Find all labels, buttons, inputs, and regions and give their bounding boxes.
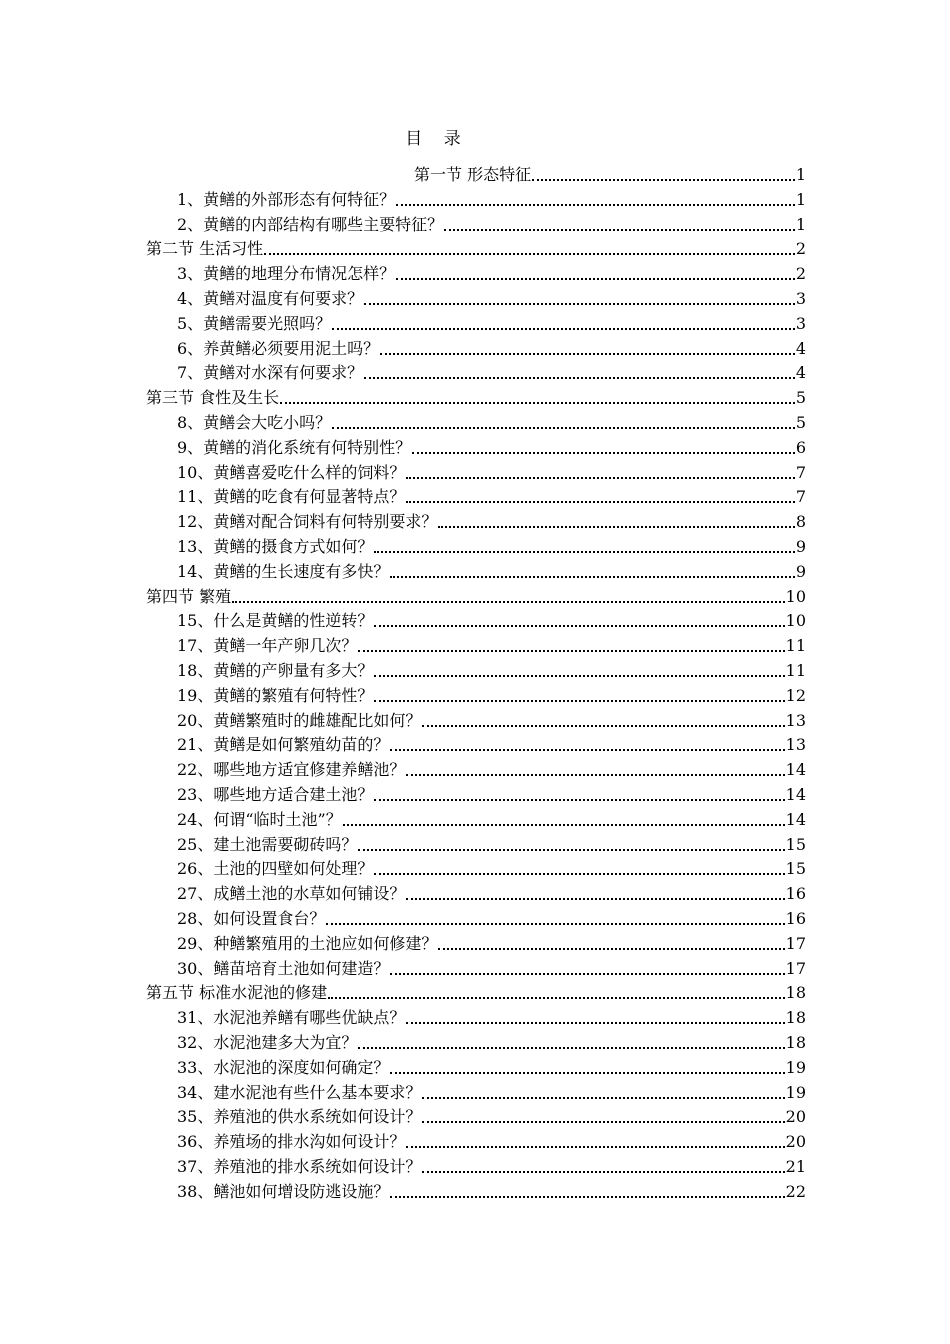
toc-entry-label: 6、养黄鳝必须要用泥土吗？ [177, 338, 380, 358]
toc-page-number: 17 [785, 958, 806, 978]
toc-page-number: 8 [795, 512, 806, 532]
toc-dot-leader [332, 427, 795, 429]
toc-dot-leader [444, 229, 795, 231]
toc-page-number: 18 [785, 1033, 806, 1052]
toc-section-heading[interactable] [146, 234, 806, 259]
toc-dot-leader [343, 824, 785, 826]
toc-dot-leader [438, 526, 794, 528]
toc-dot-leader [406, 898, 784, 900]
toc-page-number: 9 [795, 561, 806, 581]
toc-entry-label: 33、水泥池的深度如何确定？ [177, 1057, 390, 1077]
toc-entry-label: 14、黄鳝的生长速度有多快？ [177, 561, 390, 581]
toc-dot-leader [358, 650, 784, 652]
toc-page-number: 12 [785, 685, 806, 705]
toc-dot-leader [264, 253, 795, 255]
toc-dot-leader [364, 303, 795, 305]
toc-entry[interactable] [177, 830, 806, 855]
toc-entry-label: 9、黄鳝的消化系统有何特别性？ [177, 437, 412, 457]
toc-dot-leader [326, 923, 784, 925]
toc-page-number: 14 [785, 760, 806, 780]
toc-entry-label: 32、水泥池建多大为宜？ [177, 1033, 358, 1052]
toc-entry-label: 38、鳝池如何增设防逃设施？ [177, 1181, 390, 1201]
toc-page-number: 19 [785, 1082, 806, 1102]
toc-section-heading[interactable] [146, 383, 806, 408]
toc-dot-leader [390, 1196, 784, 1198]
toc-dot-leader [396, 278, 795, 280]
toc-entry-label: 22、哪些地方适宜修建养鳝池？ [177, 760, 406, 780]
toc-entry[interactable] [177, 1127, 806, 1152]
toc-page-number: 15 [785, 859, 806, 879]
toc-entry[interactable] [177, 730, 806, 755]
toc-entry[interactable] [177, 1028, 806, 1053]
toc-page-number: 7 [795, 487, 806, 507]
toc-entry[interactable] [177, 358, 806, 383]
toc-entry-label: 36、养殖场的排水沟如何设计？ [177, 1132, 406, 1152]
toc-section-heading[interactable] [146, 582, 806, 607]
toc-entry-label: 第一节 形态特征 [414, 165, 532, 184]
toc-entry[interactable] [177, 408, 806, 433]
toc-page-number: 16 [785, 909, 806, 928]
toc-page-number: 19 [785, 1057, 806, 1077]
toc-entry-label: 23、哪些地方适合建土池？ [177, 785, 374, 804]
toc-page-number: 15 [785, 834, 806, 854]
toc-entry-label: 13、黄鳝的摄食方式如何？ [177, 537, 374, 556]
toc-dot-leader [422, 1171, 784, 1173]
toc-dot-leader [358, 1047, 784, 1049]
toc-entry[interactable] [177, 532, 806, 557]
toc-entry-label: 7、黄鳝对水深有何要求？ [177, 363, 364, 383]
toc-entry-label: 21、黄鳝是如何繁殖幼苗的？ [177, 735, 390, 755]
toc-entry[interactable] [177, 1152, 806, 1177]
toc-entry-label: 8、黄鳝会大吃小吗？ [177, 413, 332, 432]
toc-entry[interactable] [177, 482, 806, 507]
toc-entry-label: 第五节 标准水泥池的修建 [146, 983, 328, 1003]
toc-entry[interactable] [177, 1078, 806, 1103]
toc-entry-label: 24、何谓“临时土池”？ [177, 809, 342, 829]
toc-entry[interactable] [177, 309, 806, 334]
toc-entry[interactable] [177, 954, 806, 979]
toc-entry-label: 28、如何设置食台？ [177, 909, 326, 928]
toc-page-number: 21 [785, 1157, 806, 1176]
toc-entry-label: 37、养殖池的排水系统如何设计？ [177, 1157, 422, 1176]
toc-entry-label: 10、黄鳝喜爱吃什么样的饲料？ [177, 462, 406, 482]
toc-dot-leader [422, 1097, 784, 1099]
toc-entry-label: 12、黄鳝对配合饲料有何特别要求？ [177, 512, 438, 532]
toc-section-heading[interactable] [414, 160, 806, 185]
toc-page-number: 14 [785, 785, 806, 804]
toc-entry-label: 17、黄鳝一年产卵几次？ [177, 636, 358, 656]
toc-dot-leader [364, 377, 795, 379]
toc-entry[interactable] [177, 433, 806, 458]
toc-entry[interactable] [177, 185, 806, 210]
toc-entry[interactable] [177, 681, 806, 706]
toc-entry-label: 27、成鳝土池的水草如何铺设？ [177, 884, 406, 904]
toc-entry[interactable] [177, 656, 806, 681]
toc-dot-leader [390, 749, 784, 751]
toc-dot-leader [532, 179, 795, 181]
toc-dot-leader [396, 204, 795, 206]
toc-dot-leader [332, 328, 795, 330]
toc-dot-leader [390, 1072, 784, 1074]
toc-dot-leader [438, 948, 784, 950]
toc-entry[interactable] [177, 1177, 806, 1202]
toc-dot-leader [406, 1146, 784, 1148]
toc-entry[interactable] [177, 904, 806, 929]
toc-dot-leader [374, 675, 784, 677]
toc-dot-leader [374, 551, 794, 553]
toc-entry-label: 31、水泥池养鳝有哪些优缺点？ [177, 1008, 406, 1028]
toc-page-number: 14 [785, 809, 806, 829]
toc-entry[interactable] [177, 210, 806, 235]
toc-page-number: 20 [785, 1107, 806, 1127]
toc-entry-label: 第四节 繁殖 [146, 586, 232, 606]
toc-entry[interactable] [177, 458, 806, 483]
toc-entry-label: 19、黄鳝的繁殖有何特性？ [177, 685, 374, 705]
toc-entry-label: 第二节 生活习性 [146, 239, 264, 259]
toc-page-number: 6 [795, 437, 806, 457]
toc-dot-leader [374, 625, 784, 627]
toc-entry[interactable] [177, 1102, 806, 1127]
toc-page-number: 13 [785, 735, 806, 755]
toc-entry-label: 18、黄鳝的产卵量有多大？ [177, 661, 374, 680]
toc-entry[interactable] [177, 606, 806, 631]
toc-entry-label: 26、土池的四壁如何处理？ [177, 859, 374, 879]
toc-entry[interactable] [177, 854, 806, 879]
toc-entry[interactable] [177, 334, 806, 359]
toc-page-number: 3 [795, 289, 806, 308]
toc-page-number: 11 [785, 661, 806, 680]
toc-entry[interactable] [177, 557, 806, 582]
toc-dot-leader [406, 501, 794, 503]
toc-page-number: 3 [795, 313, 806, 333]
toc-dot-leader [358, 849, 784, 851]
toc-page-number: 1 [795, 189, 806, 209]
toc-entry[interactable] [177, 631, 806, 656]
toc-entry[interactable] [177, 780, 806, 805]
toc-entry-label: 11、黄鳝的吃食有何显著特点？ [177, 487, 406, 507]
toc-page-number: 5 [795, 413, 806, 432]
toc-dot-leader [412, 452, 795, 454]
toc-page-number: 20 [785, 1132, 806, 1152]
toc-entry[interactable] [177, 284, 806, 309]
toc-dot-leader [328, 997, 785, 999]
toc-page-number: 17 [785, 933, 806, 953]
toc-entry-label: 30、鳝苗培育土池如何建造？ [177, 958, 390, 978]
toc-page-number: 4 [795, 338, 806, 358]
toc-entry[interactable] [177, 706, 806, 731]
toc-page-number: 11 [785, 636, 806, 656]
toc-page-number: 1 [795, 214, 806, 234]
toc-page-number: 10 [785, 611, 806, 631]
toc-entry-label: 4、黄鳝对温度有何要求？ [177, 289, 364, 308]
toc-dot-leader [380, 353, 795, 355]
toc-page-number: 18 [785, 983, 806, 1003]
toc-entry-label: 15、什么是黄鳝的性逆转？ [177, 611, 374, 631]
toc-page-number: 2 [795, 264, 806, 284]
toc-dot-leader [422, 1121, 784, 1123]
toc-entry[interactable] [177, 1053, 806, 1078]
toc-entry[interactable] [177, 879, 806, 904]
toc-page-number: 1 [795, 165, 806, 184]
toc-dot-leader [374, 873, 784, 875]
toc-dot-leader [232, 601, 785, 603]
toc-entry-label: 1、黄鳝的外部形态有何特征？ [177, 189, 396, 209]
toc-entry-label: 第三节 食性及生长 [146, 388, 280, 408]
toc-dot-leader [406, 774, 784, 776]
toc-section-heading[interactable] [146, 978, 806, 1003]
toc-page-number: 7 [795, 462, 806, 482]
toc-page-number: 2 [795, 239, 806, 259]
toc-entry[interactable] [177, 805, 806, 830]
toc-entry-label: 34、建水泥池有些什么基本要求？ [177, 1082, 422, 1102]
toc-dot-leader [422, 725, 784, 727]
toc-entry-label: 35、养殖池的供水系统如何设计？ [177, 1107, 422, 1127]
toc-dot-leader [374, 700, 784, 702]
toc-page-number: 22 [785, 1181, 806, 1201]
toc-entry-label: 29、种鳝繁殖用的土池应如何修建？ [177, 933, 438, 953]
toc-dot-leader [390, 973, 784, 975]
toc-entry[interactable] [177, 929, 806, 954]
toc-entry[interactable] [177, 259, 806, 284]
toc-entry-label: 20、黄鳝繁殖时的雌雄配比如何？ [177, 710, 422, 730]
toc-page-number: 18 [785, 1008, 806, 1028]
toc-entry[interactable] [177, 1003, 806, 1028]
toc-page-number: 16 [785, 884, 806, 904]
toc-entry-label: 25、建土池需要砌砖吗？ [177, 834, 358, 854]
toc-page-number: 13 [785, 710, 806, 730]
toc-dot-leader [374, 799, 784, 801]
toc-dot-leader [406, 1022, 784, 1024]
toc-page-number: 4 [795, 363, 806, 383]
toc-page-number: 5 [795, 388, 806, 408]
toc-entry-label: 3、黄鳝的地理分布情况怎样？ [177, 264, 396, 284]
toc-entry[interactable] [177, 507, 806, 532]
toc-entry-label: 5、黄鳝需要光照吗？ [177, 313, 332, 333]
toc-title: 目 录 [405, 129, 469, 149]
toc-page-number: 10 [785, 586, 806, 606]
toc-dot-leader [280, 402, 795, 404]
toc-page-number: 9 [795, 537, 806, 556]
toc-entry-label: 2、黄鳝的内部结构有哪些主要特征？ [177, 214, 444, 234]
toc-dot-leader [390, 576, 794, 578]
toc-entry[interactable] [177, 755, 806, 780]
toc-dot-leader [406, 477, 794, 479]
